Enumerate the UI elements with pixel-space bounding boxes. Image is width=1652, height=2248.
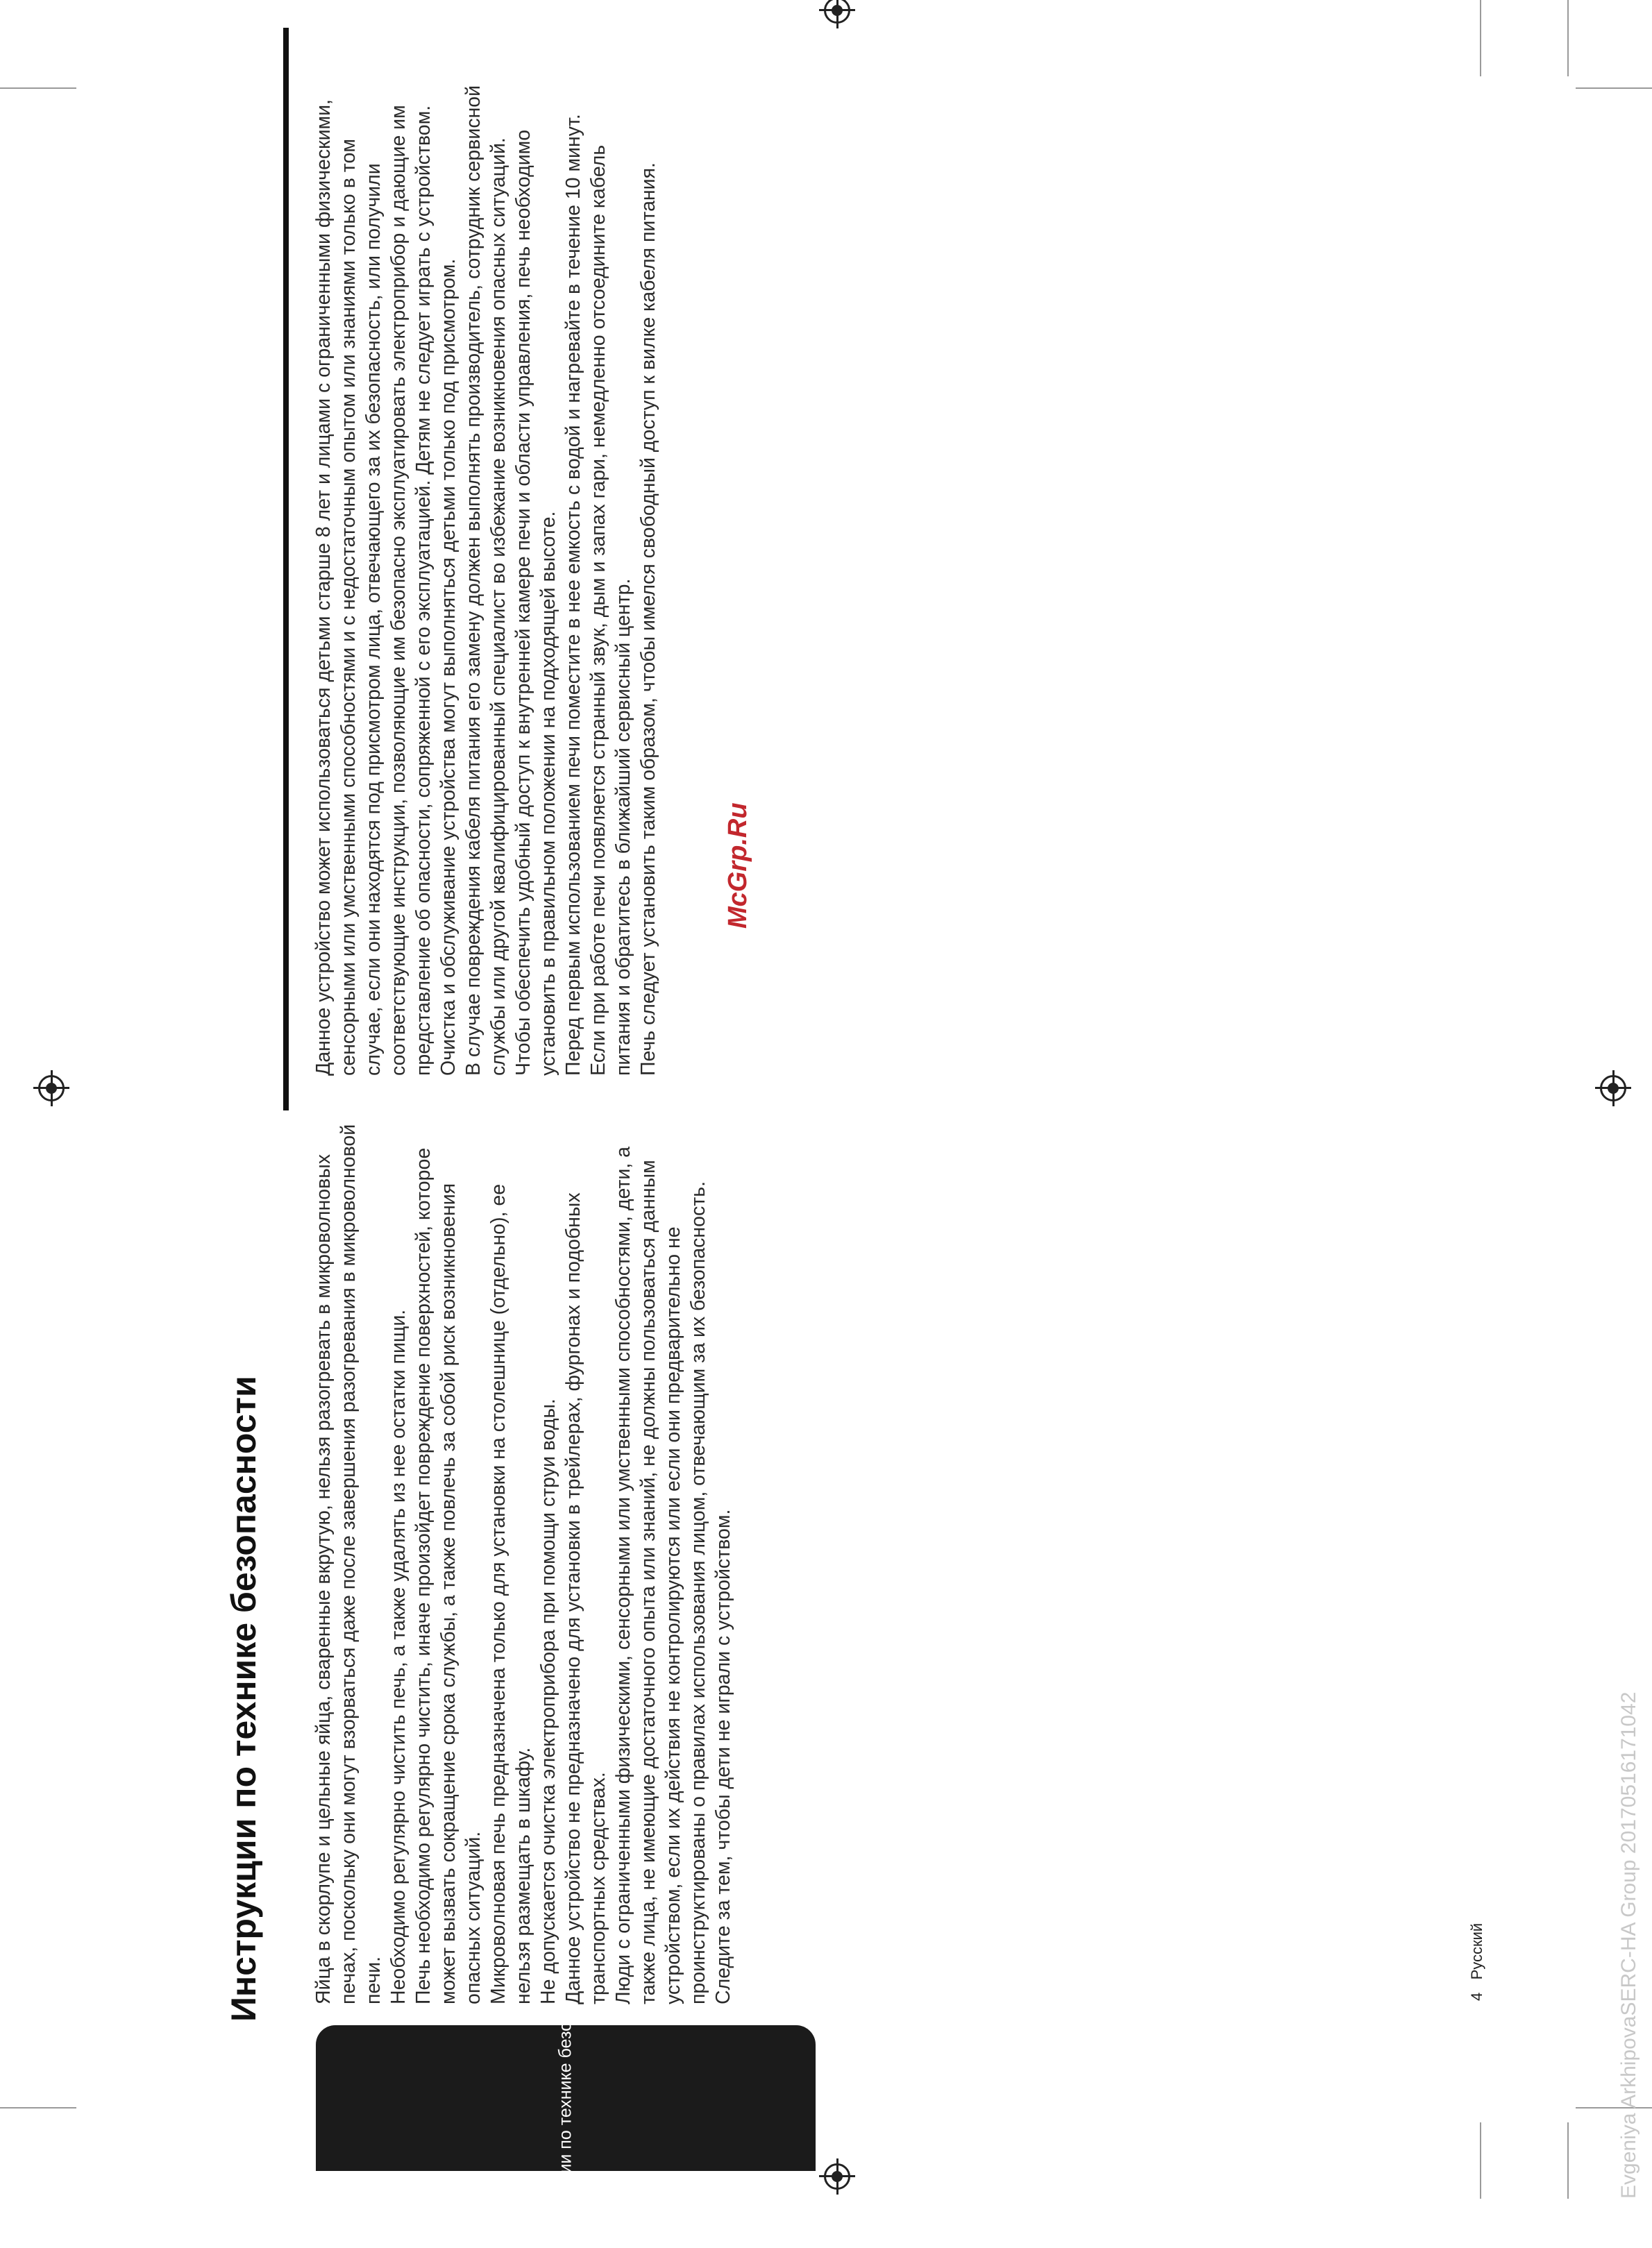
page-title: Инструкции по технике безопасности bbox=[224, 1376, 263, 2022]
left-paragraph: Микроволновая печь предназначена только для установки на столешнице (отдельно), ее нельзя размещать в шкафу. bbox=[487, 1183, 534, 2004]
section-tab bbox=[316, 1948, 816, 2248]
crop-mark bbox=[1480, 0, 1481, 76]
page-number: 4 bbox=[1468, 1992, 1485, 2001]
registration-mark-icon bbox=[38, 1075, 65, 1101]
left-paragraph: Необходимо регулярно чистить печь, а также удалять из нее остатки пищи. bbox=[387, 1309, 410, 2004]
footer-language: Русский bbox=[1468, 1922, 1485, 1980]
registration-mark-icon bbox=[824, 0, 850, 24]
crop-mark bbox=[1567, 2122, 1569, 2199]
right-column bbox=[311, 76, 661, 1076]
right-paragraph: Печь следует установить таким образом, чтобы имелся свободный доступ к вилке кабеля питания. bbox=[637, 162, 659, 1076]
right-paragraph: Чтобы обеспечить удобный доступ к внутренней камере печи и области управления, печь необходимо установить в правильном положении на подходящей высоте. bbox=[512, 129, 559, 1076]
left-paragraph: Яйца в скорлупе и цельные яйца, сваренные вкрутую, нельзя разогревать в микроволновых печах, поскольку они могут взорваться даже после завершения разогревания в микроволновой печи. bbox=[312, 1124, 385, 2004]
title-rule bbox=[283, 28, 289, 1110]
crop-mark bbox=[1567, 0, 1569, 76]
left-paragraph: Следите за тем, чтобы дети не играли с устройством. bbox=[712, 1509, 734, 2004]
registration-mark-icon bbox=[824, 2163, 850, 2190]
crop-mark bbox=[1480, 2122, 1481, 2199]
crop-mark bbox=[0, 2107, 76, 2108]
production-info: Evgeniya ArkhipovaSERC-HA Group 20170516171042 bbox=[1617, 1691, 1640, 2199]
right-paragraph: Данное устройство может использоваться детьми старше 8 лет и лицами с ограниченными физическими, сенсорными или умственными способностями и с недостаточным опытом или знаниями только в том случае, если они находятся под присмотром лица, отвечающего за их безопасность, или получили соответствующие инструкции, позволяющие им безопасно эксплуатировать электроприбор и дающие им представление об опасности, сопряженной с его эксплуатацией. Детям не следует играть с устройством. Очистка и обслуживание устройства могут выполняться детьми только под присмотром. bbox=[312, 99, 460, 1076]
page-footer bbox=[1468, 1923, 1486, 2001]
left-paragraph: Печь необходимо регулярно чистить, иначе произойдет повреждение поверхностей, которое может вызвать сокращение срока службы, а также повлечь за собой риск возникновения опасных ситуаций. bbox=[412, 1147, 484, 2004]
right-paragraph: Перед первым использованием печи поместите в нее емкость с водой и нагревайте в течение 10 минут. bbox=[562, 114, 584, 1076]
left-column bbox=[311, 1123, 736, 2004]
crop-mark bbox=[1576, 87, 1652, 89]
right-paragraph: В случае повреждения кабеля питания его замену должен выполнять производитель, сотрудник сервисной службы или другой квалифицированный специалист во избежание возникновения опасных ситуаций. bbox=[462, 85, 509, 1076]
left-paragraph: Данное устройство не предназначено для установки в трейлерах, фургонах и подобных транспортных средствах. bbox=[562, 1192, 609, 2004]
crop-mark bbox=[0, 87, 76, 89]
section-tab-label: Инструкции по технике безопасности bbox=[555, 1948, 575, 2248]
left-paragraph: Люди с ограниченными физическими, сенсорными или умственными способностями, дети, а также лица, не имеющие достаточного опыта или знаний, не должны пользоваться данным устройством, если их действия не контролируются или если они предварительно не проинструктированы о правилах использования лицом, отвечающим за их безопасность. bbox=[612, 1146, 709, 2004]
registration-mark-icon bbox=[1600, 1075, 1626, 1101]
watermark: McGrp.Ru bbox=[723, 802, 752, 929]
left-paragraph: Не допускается очистка электроприбора при помощи струи воды. bbox=[537, 1398, 559, 2004]
right-paragraph: Если при работе печи появляется странный звук, дым и запах гари, немедленно отсоедините кабель питания и обратитесь в ближайший сервисный центр. bbox=[587, 144, 634, 1076]
